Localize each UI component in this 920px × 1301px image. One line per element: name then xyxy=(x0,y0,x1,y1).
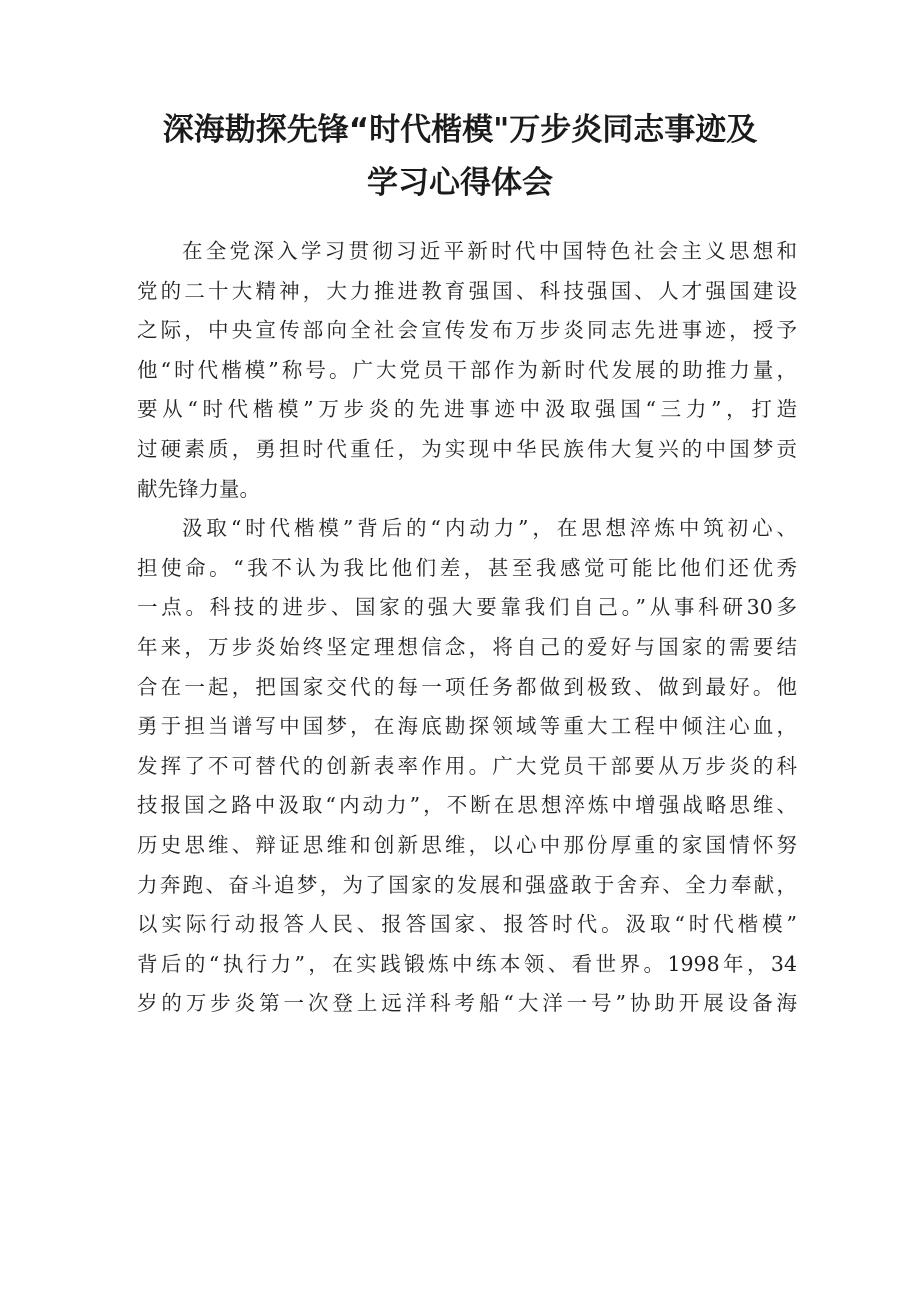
paragraph-1 xyxy=(137,232,797,509)
text-line: 要从“时代楷模”万步炎的先进事迹中汲取强国“三力”，打造 xyxy=(137,397,797,422)
text-line: 党的二十大精神，大力推进教育强国、科技强国、人才强国建设 xyxy=(137,278,797,303)
text-line: 年来，万步炎始终坚定理想信念，将自己的爱好与国家的需要结 xyxy=(137,634,797,659)
text-line: 历史思维、辩证思维和创新思维，以心中那份厚重的家国情怀努 xyxy=(137,832,797,857)
text-line: 在全党深入学习贯彻习近平新时代中国特色社会主义思想和 xyxy=(182,239,797,263)
text-line: 合在一起，把国家交代的每一项任务都做到极致、做到最好。他 xyxy=(137,674,797,699)
text-line: 以实际行动报答人民、报答国家、报答时代。汲取“时代楷模” xyxy=(137,912,797,937)
document-body xyxy=(137,232,797,1024)
text-line: 之际，中央宣传部向全社会宣传发布万步炎同志先进事迹，授予 xyxy=(137,318,797,343)
title-line-2: 学习心得体会 xyxy=(367,165,553,201)
text-line: 担使命。“我不认为我比他们差，甚至我感觉可能比他们还优秀 xyxy=(137,555,797,580)
text-line: 技报国之路中汲取“内动力”，不断在思想淬炼中增强战略思维、 xyxy=(137,793,797,818)
text-line: 一点。科技的进步、国家的强大要靠我们自己。”从事科研30多 xyxy=(137,595,797,620)
text-line: 他“时代楷模”称号。广大党员干部作为新时代发展的助推力量， xyxy=(137,357,797,382)
text-line: 汲取“时代楷模”背后的“内动力”，在思想淬炼中筑初心、 xyxy=(182,516,797,541)
text-line: 岁的万步炎第一次登上远洋科考船“大洋一号”协助开展设备海 xyxy=(137,991,797,1016)
text-line: 力奔跑、奋斗追梦，为了国家的发展和强盛敢于舍弃、全力奉献， xyxy=(137,872,797,897)
text-line: 发挥了不可替代的创新表率作用。广大党员干部要从万步炎的科 xyxy=(137,753,797,778)
text-line: 献先锋力量。 xyxy=(137,476,260,501)
text-line: 背后的“执行力”，在实践锻炼中练本领、看世界。1998年，34 xyxy=(137,951,797,976)
document-title xyxy=(100,104,820,210)
text-line: 过硬素质，勇担时代重任，为实现中华民族伟大复兴的中国梦贡 xyxy=(137,436,797,461)
text-line: 勇于担当谱写中国梦，在海底勘探领域等重大工程中倾注心血， xyxy=(137,714,797,739)
title-line-1: 深海勘探先锋“时代楷模"万步炎同志事迹及 xyxy=(162,112,758,148)
paragraph-2 xyxy=(137,509,797,1024)
